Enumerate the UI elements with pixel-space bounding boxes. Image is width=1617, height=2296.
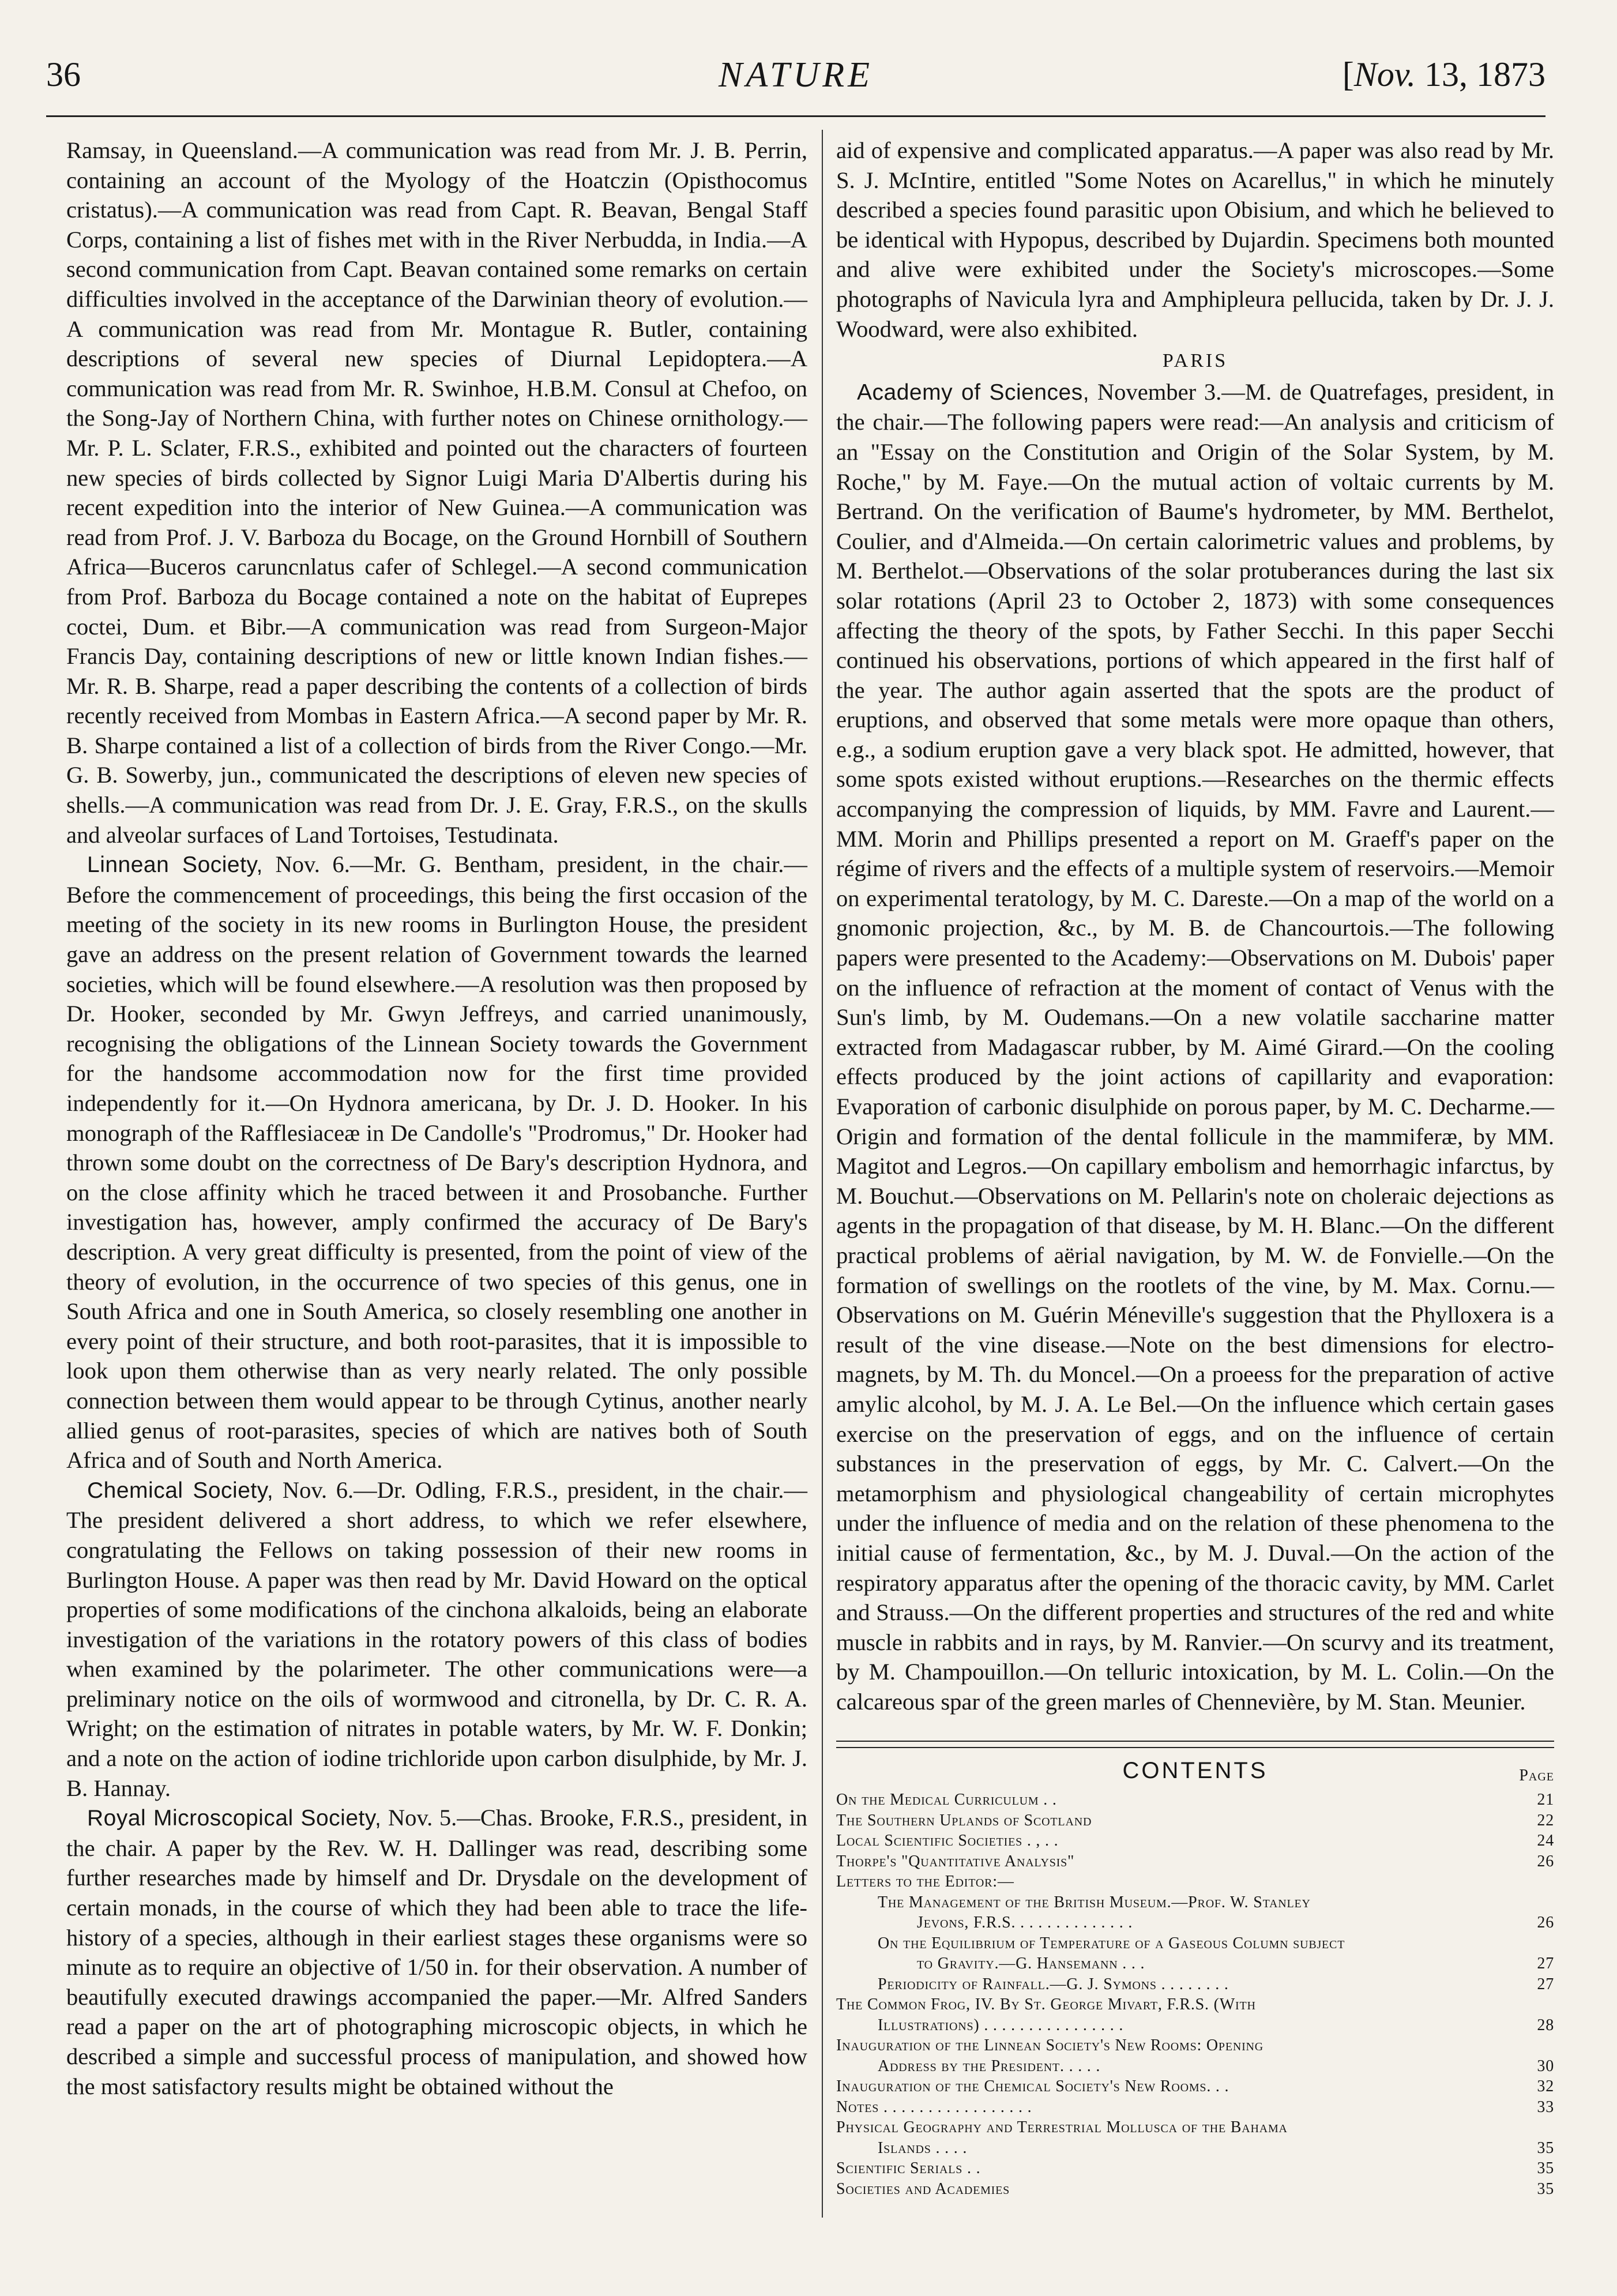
- contents-entry: [836, 2158, 1554, 2179]
- table-of-contents: [836, 1790, 1554, 2199]
- left-column: [66, 136, 807, 2101]
- contents-entry-page: 35: [1537, 2139, 1554, 2157]
- date-day-year: 13, 1873: [1416, 55, 1545, 93]
- linnean-society-heading: Linnean Society,: [87, 852, 263, 878]
- contents-entry-page: 24: [1537, 1832, 1554, 1850]
- contents-entry-page: 30: [1537, 2057, 1554, 2075]
- contents-entry-page: 26: [1537, 1914, 1554, 1932]
- date-bracket: [: [1342, 55, 1354, 93]
- contents-entry-title: Jevons, F.R.S. . . . . . . . . . . . . .: [917, 1914, 1133, 1932]
- linnean-society-report: [66, 850, 807, 1475]
- contents-entry-title: Illustrations) . . . . . . . . . . . . . . . .: [878, 2016, 1124, 2034]
- contents-rule-bottom: [836, 1747, 1554, 1748]
- contents-entry-title: Scientific Serials . .: [836, 2159, 981, 2178]
- contents-entry-title: Inauguration of the Chemical Society's New Rooms. . .: [836, 2077, 1229, 2096]
- contents-entry: [836, 2179, 1554, 2200]
- date-month: Nov.: [1353, 55, 1416, 93]
- header-rule: [46, 115, 1545, 117]
- contents-entry-page: 35: [1537, 2159, 1554, 2178]
- contents-entry: [836, 2015, 1554, 2036]
- contents-entry-title: Address by the President. . . . .: [878, 2057, 1101, 2075]
- contents-entry: [836, 1810, 1554, 1831]
- contents-entry-page: [1520, 2035, 1554, 2056]
- contents-entry: [836, 1831, 1554, 1851]
- contents-entry-title: Periodicity of Rainfall.—G. J. Symons . . . . . . . .: [878, 1975, 1229, 1993]
- contents-entry-title: The Common Frog, IV. By St. George Mivart, F.R.S. (With: [836, 1996, 1256, 2014]
- contents-entry-title: The Management of the British Museum.—Prof. W. Stanley: [878, 1893, 1311, 1911]
- contents-entry: [836, 1892, 1554, 1913]
- contents-entry: [836, 1933, 1554, 1954]
- column-divider: [822, 130, 823, 2218]
- contents-entry-title: Notes . . . . . . . . . . . . . . . . .: [836, 2098, 1032, 2116]
- contents-title: CONTENTS: [1122, 1758, 1268, 1784]
- contents-entry-page: [1520, 1994, 1554, 2015]
- contents-entry-title: Local Scientific Societies . , . .: [836, 1832, 1059, 1850]
- contents-entry: [836, 1912, 1554, 1933]
- contents-entry-page: [1520, 1933, 1554, 1954]
- chemical-society-body: Nov. 6.—Dr. Odling, F.R.S., president, in the chair.—The president delivered a short address, to which we refer elsewhere, congratulating the Fellows on taking possession of their new rooms in Burlington House. A paper was then read by Mr. David Howard on the optical properties of some modifications of the cinchona alkaloids, being an elaborate investigation of the variations in the rotatory powers of this class of bodies when examined by the polarimeter. The other communications were—a preliminary notice on the oils of wormwood and citronella, by Dr. C. R. A. Wright; on the estimation of nitrates in potable waters, by Mr. W. F. Donkin; and a note on the action of iodine trichloride upon carbon disulphide, by Mr. J. B. Hannay.: [66, 1476, 807, 1801]
- linnean-society-body: Nov. 6.—Mr. G. Bentham, president, in the chair.—Before the commencement of proceedings, this being the first occasion of the meeting of the society in its new rooms in Burlington House, the president gave an address on the present relation of Government towards the learned societies, which will be found elsewhere.—A resolution was then proposed by Dr. Hooker, seconded by Mr. Gwyn Jeffreys, and carried unanimously, recognising the obligations of the Linnean Society towards the Government for the handsome accommodation now for the first time provided independently for it.—On Hydnora americana, by Dr. J. D. Hooker. In his monograph of the Rafflesiaceæ in De Candolle's "Prodromus," Dr. Hooker had thrown some doubt on the correctness of De Bary's description Hydnora, and on the close affinity which he traced between it and Prosobanche. Further investigation has, however, amply confirmed the accuracy of De Bary's description. A very great difficulty is presented, from the point of view of the theory of evolution, in the occurrence of two species of this genus, one in South Africa and one in South America, so closely resembling one another in every point of their structure, and both root-parasites, that it is impossible to look upon them otherwise than as very nearly related. The only possible connection between them would appear to be through Cytinus, another nearly allied genus of root-parasites, species of which are natives both of South Africa and of South and North America.: [66, 851, 807, 1474]
- contents-page-label: Page: [1519, 1767, 1554, 1785]
- contents-entry: [836, 2035, 1554, 2056]
- contents-rule-top: [836, 1741, 1554, 1742]
- contents-entry-page: 33: [1537, 2098, 1554, 2116]
- contents-entry-page: 26: [1537, 1852, 1554, 1870]
- contents-entry: [836, 2056, 1554, 2077]
- contents-entry-page: 28: [1537, 2016, 1554, 2034]
- chemical-society-report: [66, 1475, 807, 1803]
- paris-heading: PARIS: [1162, 350, 1228, 372]
- royal-microscopical-report: [66, 1803, 807, 2101]
- contents-entry-title: On the Equilibrium of Temperature of a Gaseous Column subject: [878, 1934, 1345, 1952]
- contents-entry-page: [1520, 1872, 1554, 1892]
- contents-entry-page: [1520, 1892, 1554, 1913]
- contents-entry-page: 27: [1537, 1975, 1554, 1993]
- contents-entry: [836, 1974, 1554, 1995]
- contents-entry-title: Societies and Academies: [836, 2179, 1010, 2198]
- contents-entry-title: Inauguration of the Linnean Society's New Rooms: Opening: [836, 2036, 1264, 2055]
- zoological-society-continued: Ramsay, in Queensland.—A communication was read from Mr. J. B. Perrin, containing an account of the Myology of the Hoatczin (Opisthocomus cristatus).—A communication was read from Capt. R. Beavan, Bengal Staff Corps, containing a list of fishes met with in the River Nerbudda, in India.—A second communication from Capt. Beavan contained some remarks on certain difficulties involved in the acceptance of the Darwinian theory of evolution.—A communication was read from Mr. Montague R. Butler, containing descriptions of several new species of Diurnal Lepidoptera.—A communication was read from Mr. R. Swinhoe, H.B.M. Consul at Chefoo, on the Song-Jay of Northern China, with further notes on Chinese ornithology.—Mr. P. L. Sclater, F.R.S., exhibited and pointed out the characters of fourteen new species of birds collected by Signor Luigi Maria D'Albertis during his recent expedition into the interior of New Guinea.—A communication was read from Prof. J. V. Barboza du Bocage, on the Ground Hornbill of Southern Africa—Buceros caruncnlatus cafer of Schlegel.—A second communication from Prof. Barboza du Bocage contained a note on the habitat of Euprepes coctei, Dum. et Bibr.—A communication was read from Surgeon-Major Francis Day, containing descriptions of new or little known Indian fishes.—Mr. R. B. Sharpe, read a paper describing the contents of a collection of birds recently received from Mombas in Eastern Africa.—A second paper by Mr. R. B. Sharpe contained a list of a collection of birds from the River Congo.—Mr. G. B. Sowerby, jun., communicated the descriptions of eleven new species of shells.—A communication was read from Dr. J. E. Gray, F.R.S., on the skulls and alveolar surfaces of Land Tortoises, Testudinata.: [66, 137, 807, 848]
- academy-of-sciences-heading: Academy of Sciences,: [857, 379, 1090, 405]
- page-header: [46, 55, 1545, 110]
- issue-date: [1343, 55, 1545, 95]
- contents-entry: [836, 2138, 1554, 2159]
- contents-entry-page: 32: [1537, 2077, 1554, 2096]
- contents-entry-page: 27: [1537, 1955, 1554, 1973]
- contents-entry: [836, 1994, 1554, 2015]
- page-number: 36: [46, 55, 81, 93]
- royal-microscopical-heading: Royal Microscopical Society,: [87, 1806, 382, 1831]
- contents-entry-page: 35: [1537, 2179, 1554, 2198]
- contents-entry: [836, 2097, 1554, 2118]
- contents-entry-title: Islands . . . .: [878, 2139, 968, 2157]
- royal-microscopical-continued: aid of expensive and complicated apparatus.—A paper was also read by Mr. S. J. McIntire, entitled "Some Notes on Acarellus," in which he minutely described a species found parasitic upon Obisium, and which he believed to be identical with Hypopus, described by Dujardin. Specimens both mounted and alive were exhibited under the Society's microscopes.—Some photographs of Navicula lyra and Amphipleura pellucida, taken by Dr. J. J. Woodward, were also exhibited.: [836, 137, 1554, 342]
- chemical-society-heading: Chemical Society,: [87, 1478, 274, 1503]
- royal-microscopical-body: Nov. 5.—Chas. Brooke, F.R.S., president, in the chair. A paper by the Rev. W. H. Dallinger was read, describing some further researches made by himself and Dr. Drysdale on the development of certain monads, in the course of which they had been able to trace the life-history of a species, although in their earliest stages these organisms were so minute as to require an objective of 1/50 in. for their observation. A number of beautifully executed drawings accompanied the paper.—Mr. Alfred Sanders read a paper on the art of photographing microscopic objects, in which he described a simple and successful process of manipulation, and showed how the most satisfactory results might be obtained without the: [66, 1805, 807, 2099]
- contents-entry-title: to Gravity.—G. Hansemann . . .: [917, 1955, 1145, 1973]
- contents-entry: [836, 1953, 1554, 1974]
- academy-of-sciences-report: [836, 377, 1554, 1717]
- contents-entry: [836, 2076, 1554, 2097]
- contents-entry: [836, 1851, 1554, 1872]
- contents-entry: [836, 2117, 1554, 2138]
- contents-entry-title: Letters to the Editor:—: [836, 1873, 1014, 1891]
- contents-header: [836, 1756, 1554, 1790]
- contents-entry-page: [1520, 2117, 1554, 2138]
- contents-entry: [836, 1872, 1554, 1892]
- contents-entry-title: On the Medical Curriculum . .: [836, 1791, 1057, 1809]
- contents-entry-title: The Southern Uplands of Scotland: [836, 1811, 1092, 1829]
- academy-of-sciences-body: November 3.—M. de Quatrefages, president, in the chair.—The following papers were read:—An analysis and criticism of an "Essay on the Constitution and Origin of the Solar System, by M. Roche," by M. Faye.—On the mutual action of voltaic currents by M. Bertrand. On the verification of Baume's hydrometer, by MM. Berthelot, Coulier, and d'Almeida.—On certain calorimetric values and problems, by M. Berthelot.—Observations of the solar protuberances during the last six solar rotations (April 23 to October 2, 1873) with some consequences affecting the theory of the spots, by Father Secchi. In this paper Secchi continued his observations, portions of which appeared in the first half of the year. The author again asserted that the spots are the product of eruptions, and observed that some metals were more opaque than others, e.g., a sodium eruption gave a very black spot. He admitted, however, that some spots existed without eruptions.—Researches on the thermic effects accompanying the compression of liquids, by MM. Favre and Laurent.—MM. Morin and Phillips presented a report on M. Graeff's paper on the régime of rivers and the effects of a multiple system of reservoirs.—Memoir on experimental teratology, by M. C. Dareste.—On a map of the world on a gnomonic projection, &c., by M. B. de Chancourtois.—The following papers were presented to the Academy:—Observations on M. Dubois' paper on the influence of refraction at the moment of contact of Venus with the Sun's limb, by M. Oudemans.—On a new volatile saccharine matter extracted from Madagascar rubber, by M. Aimé Girard.—On the cooling effects produced by the joint actions of capillarity and evaporation: Evaporation of carbonic disulphide on porous paper, by M. C. Decharme.—Origin and formation of the dental follicule in the mammiferæ, by MM. Magitot and Legros.—On capillary embolism and hemorrhagic infarctus, by M. Bouchut.—Observations on M. Pellarin's note on choleraic dejections as agents in the propagation of that disease, by M. H. Blanc.—On the different practical problems of aërial navigation, by M. W. de Fonvielle.—On the formation of swellings on the rootlets of the vine, by M. Max. Cornu.—Observations on M. Guérin Méneville's suggestion that the Phylloxera is a result of the vine disease.—Note on the best dimensions for electro-magnets, by M. Th. du Moncel.—On a proeess for the preparation of active amylic alcohol, by M. J. A. Le Bel.—On the influence which certain gases exercise on the preservation of eggs, and on the influence of certain substances in the preservation of eggs, by Mr. C. Calvert.—On the metamorphism and physiological changeability of certain microphytes under the influence of media and on the relation of these phenomena to the initial cause of fermentation, &c., by M. J. Duval.—On the action of the respiratory apparatus after the opening of the thoracic cavity, by MM. Carlet and Strauss.—On the different properties and structures of the red and white muscle in rabbits and in rays, by M. Ranvier.—On scurvy and its treatment, by M. Champouillon.—On telluric intoxication, by M. L. Colin.—On the calcareous spar of the green marles of Chennevière, by M. Stan. Meunier.: [836, 378, 1555, 1715]
- journal-title: NATURE: [719, 55, 873, 95]
- contents-entry-title: Thorpe's "Quantitative Analysis": [836, 1852, 1075, 1870]
- contents-entry-page: 21: [1537, 1791, 1554, 1809]
- contents-entry-page: 22: [1537, 1811, 1554, 1829]
- right-column: [836, 136, 1554, 2199]
- contents-entry: [836, 1790, 1554, 1810]
- contents-entry-title: Physical Geography and Terrestrial Mollusca of the Bahama: [836, 2118, 1288, 2137]
